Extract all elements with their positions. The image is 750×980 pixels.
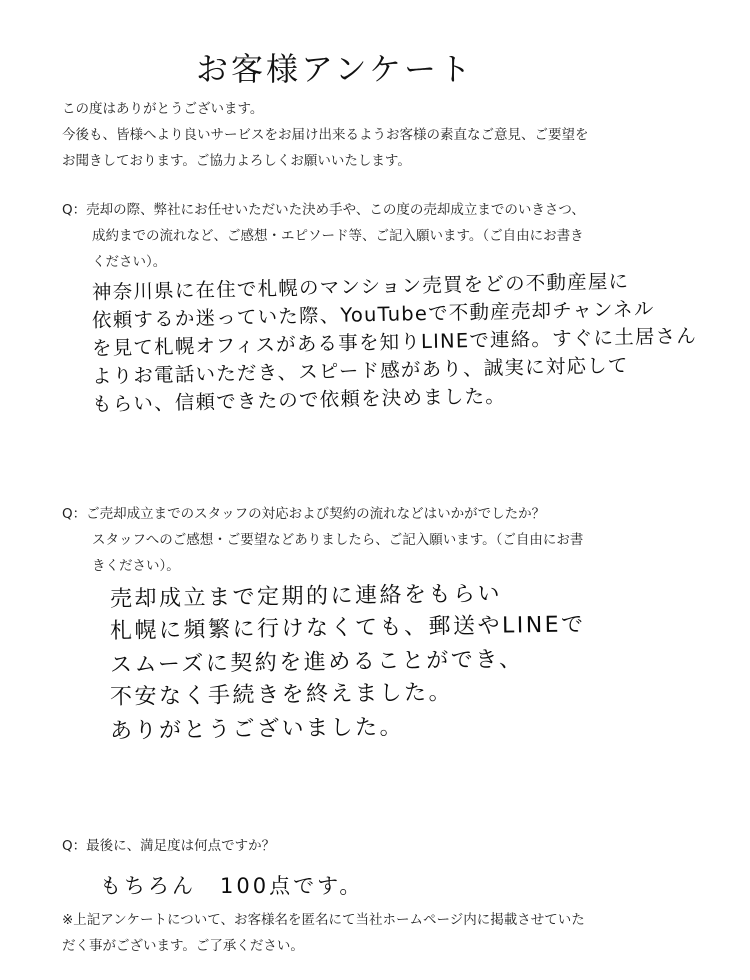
intro-line: この度はありがとうございます。 [62, 101, 264, 117]
question-1 [62, 197, 585, 275]
answer-2-line: スムーズに契約を進めることができ、 [109, 647, 524, 678]
answer-1-line: よりお電話いただき、スピード感があり、誠実に対応して [91, 353, 629, 388]
intro-line: 今後も、皆様へより良いサービスをお届け出来るようお客様の素直なご意見、ご要望を [62, 127, 589, 143]
question-3 [62, 833, 275, 859]
question-2-line: スタッフへのご感想・ご要望などありましたら、ご記入願います。（ご自由にお書 [92, 532, 584, 548]
answer-2-line: ありがとうございました。 [109, 714, 405, 744]
footnote-line: だく事がございます。ご了承ください。 [62, 938, 304, 954]
intro-text [62, 96, 589, 174]
footnote-line: ※上記アンケートについて、お客様名を匿名にて当社ホームページ内に掲載させていた [62, 912, 585, 928]
answer-2-line: 札幌に頻繁に行けなくても、郵送やLINEで [109, 612, 586, 644]
question-2-line: Q：ご売却成立までのスタッフの対応および契約の流れなどはいかがでしたか？ [62, 506, 546, 522]
answer-2-line: 売却成立まで定期的に連絡をもらい [109, 581, 503, 612]
answer-3: もちろん 100点です。 [100, 874, 364, 898]
page-title: お客様アンケート [195, 50, 475, 88]
question-1-line: ください）。 [92, 254, 167, 270]
question-1-line: 成約までの流れなど、ご感想・エピソード等、ご記入願います。（ご自由にお書き [92, 228, 584, 244]
footnote [62, 907, 585, 959]
question-2-line: きください）。 [92, 558, 180, 574]
question-2 [62, 501, 583, 579]
question-1-line: Q：売却の際、弊社にお任せいただいた決め手や、この度の売却成立までのいきさつ、 [62, 202, 585, 218]
answer-2-line: 不安なく手続きを終えました。 [109, 680, 454, 710]
question-3-line: Q：最後に、満足度は何点ですか？ [62, 838, 276, 854]
answer-1-line: もらい、信頼できたので依頼を決めました。 [91, 384, 507, 416]
answer-1-line: 神奈川県に在住で札幌のマンション売買をどの不動産屋に [91, 269, 630, 304]
intro-line: お聞きしております。ご協力よろしくお願いいたします。 [62, 153, 411, 169]
answer-1-line: 依頼するか迷っていた際、YouTubeで不動産売却チャンネル [91, 297, 655, 332]
answer-1-line: を見て札幌オフィスがある事を知りLINEで連絡。すぐに土居さん [91, 324, 698, 360]
